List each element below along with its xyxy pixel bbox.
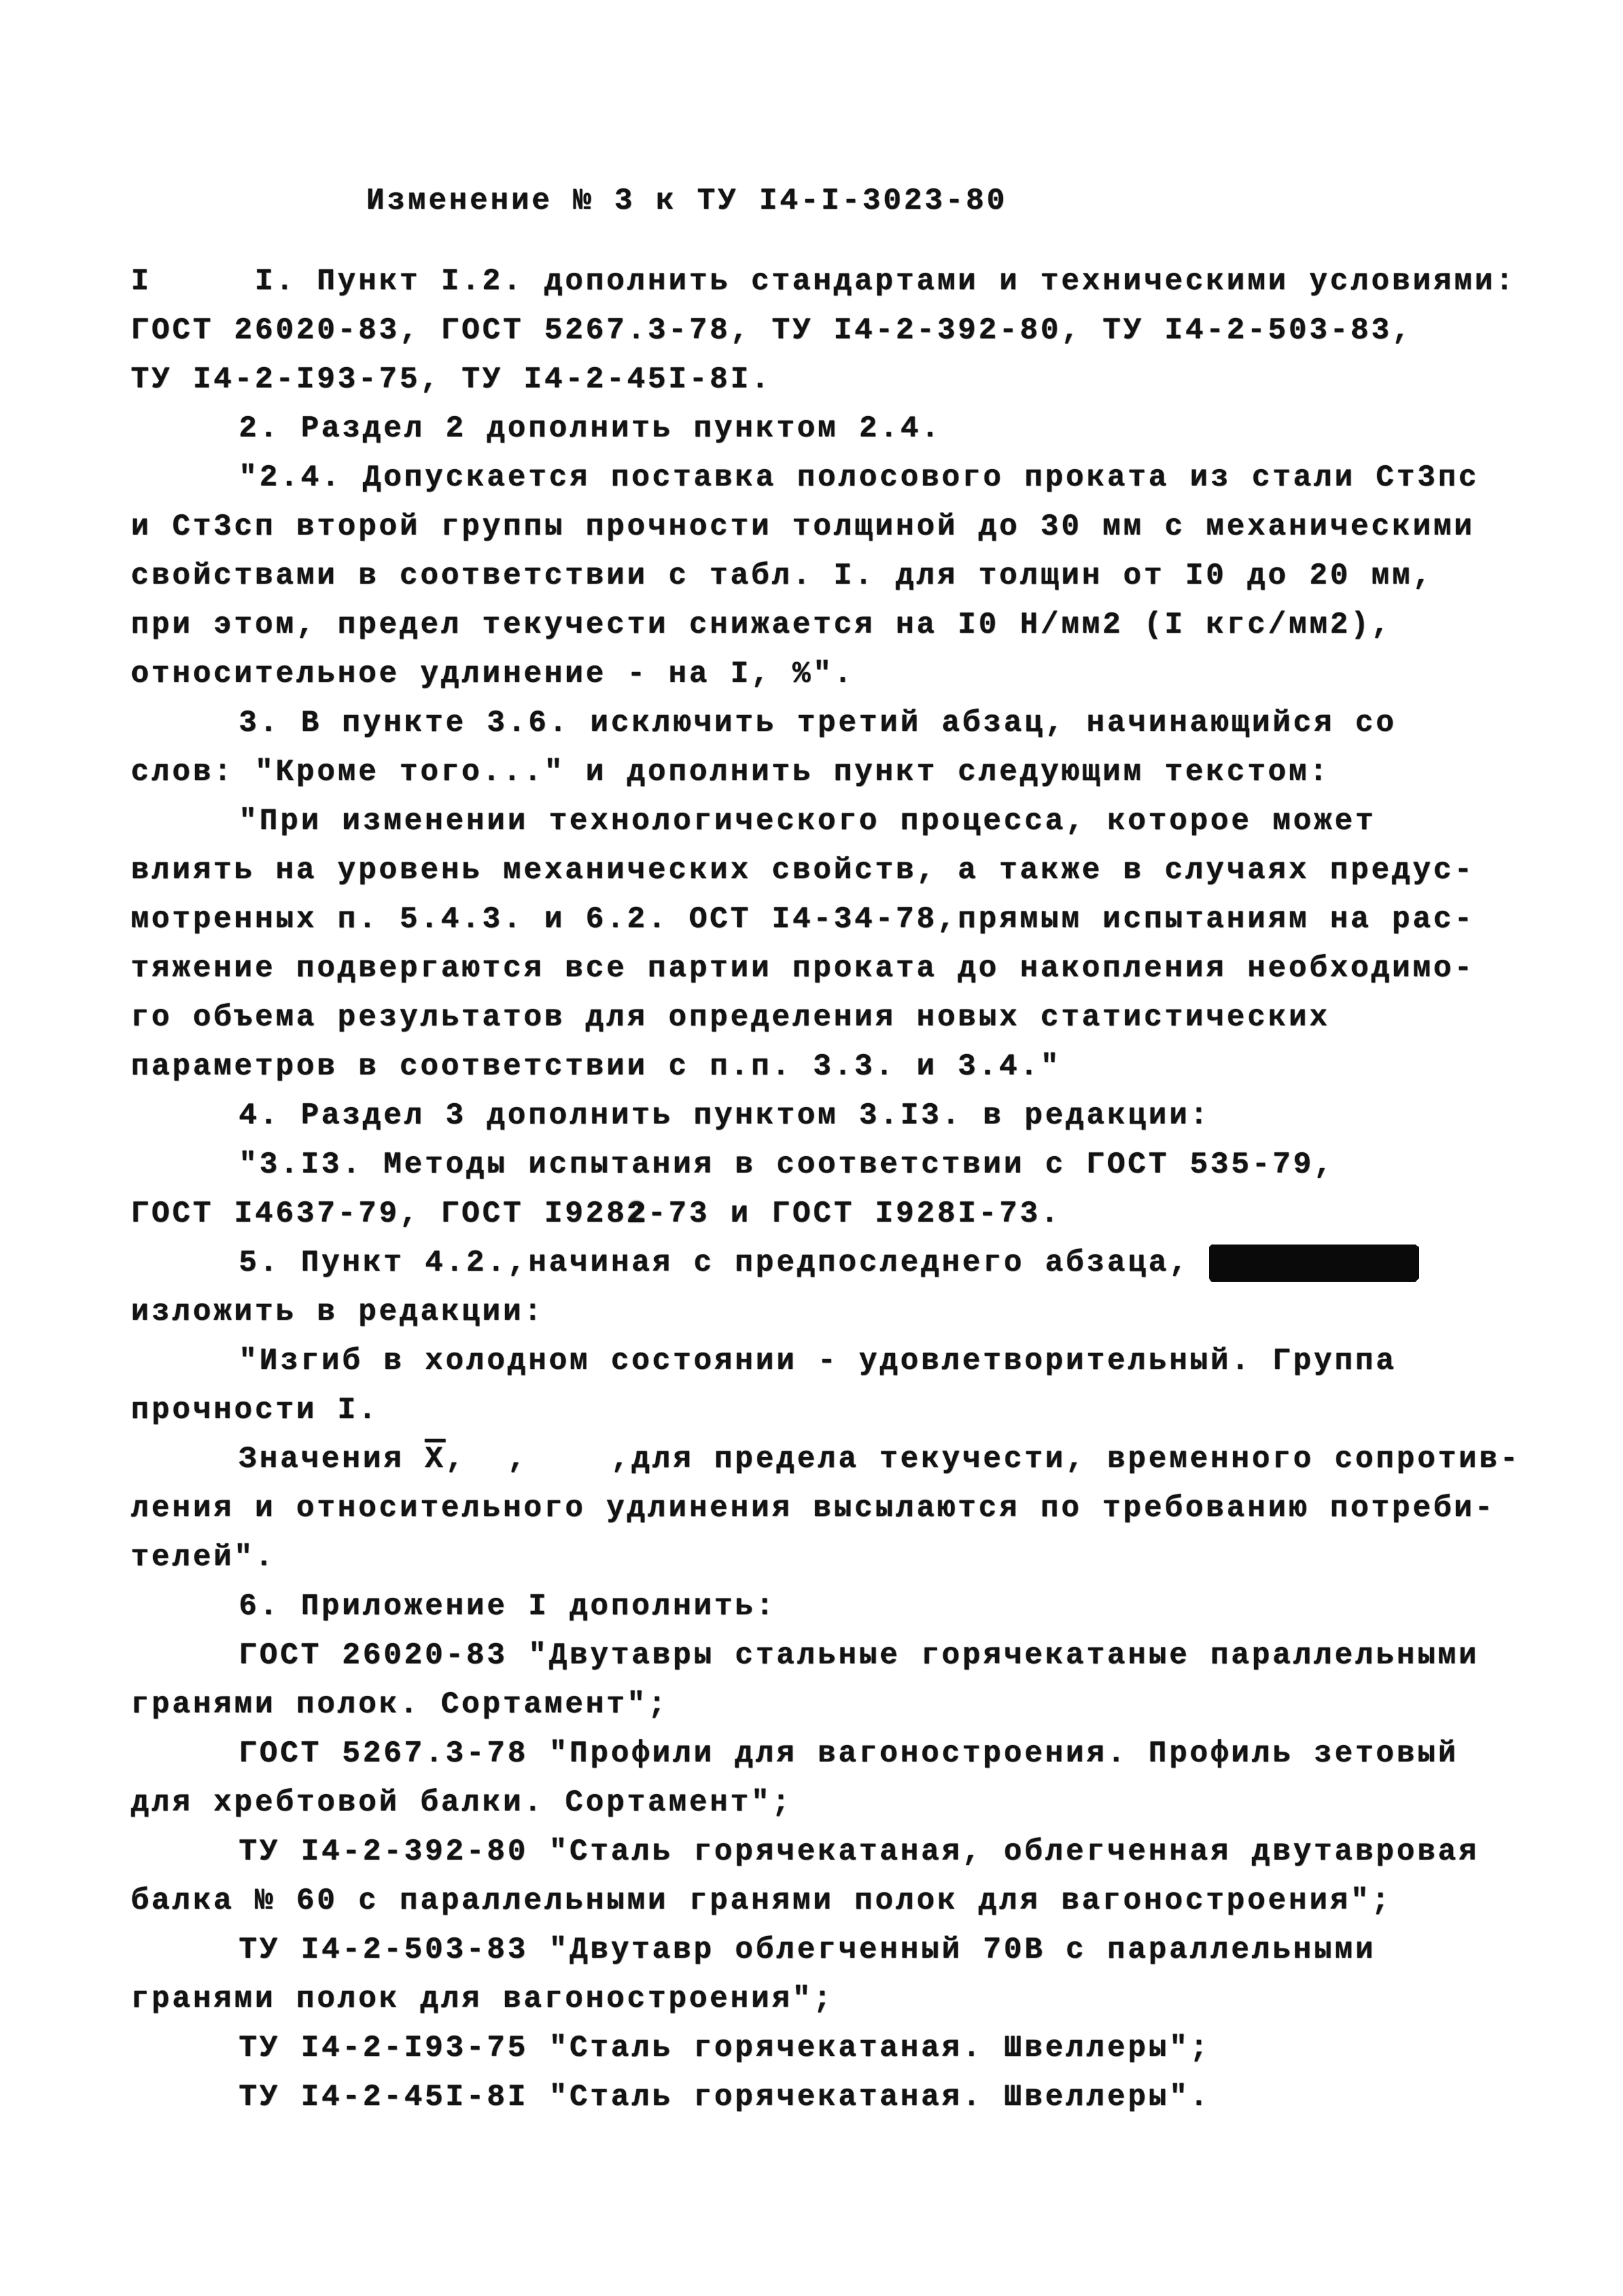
document-line: [131, 2073, 1531, 2122]
text-segment: влиять на уровень механических свойств, а также в случаях предус-: [131, 853, 1475, 887]
text-segment: го объема результатов для определения новых статистических: [131, 1000, 1331, 1034]
text-segment: ТУ I4-2-392-80 "Сталь горячекатаная, облегченная двутавровая: [239, 1835, 1480, 1869]
text-segment: свойствами в соответствии с табл. I. для толщин от I0 до 20 мм,: [131, 559, 1434, 593]
text-segment: , , ,для предела текучести, временного сопротив-: [445, 1442, 1521, 1476]
redacted-word: хххххххххх: [1210, 1246, 1418, 1280]
text-segment: -73 и ГОСТ I928I-73.: [648, 1197, 1062, 1231]
document-line: [131, 1778, 1531, 1828]
text-segment: Значения: [239, 1442, 425, 1476]
text-segment: при этом, предел текучести снижается на I0 Н/мм2 (I кгс/мм2),: [131, 608, 1392, 642]
text-segment: 4. Раздел 3 дополнить пунктом 3.I3. в редакции:: [239, 1099, 1211, 1133]
document-line: [131, 306, 1531, 355]
text-segment: ГОСТ 26020-83, ГОСТ 5267.3-78, ТУ I4-2-392-80, ТУ I4-2-503-83,: [131, 313, 1413, 347]
text-segment: ГОСТ 26020-83 "Двутавры стальные горячекатаные параллельными: [239, 1638, 1480, 1672]
text-segment: прочности I.: [131, 1393, 379, 1427]
text-segment: балка № 60 с параллельными гранями полок для вагоностроения";: [131, 1884, 1392, 1918]
document-line: [131, 1190, 1531, 1239]
text-segment: "При изменении технологического процесса, которое может: [239, 804, 1376, 838]
text-segment: ТУ I4-2-503-83 "Двутавр облегченный 70В с параллельными: [239, 1933, 1376, 1967]
text-segment: параметров в соответствии с п.п. 3.3. и 3.4.": [131, 1050, 1062, 1084]
document-line: [131, 1435, 1531, 1484]
document-line: [131, 1288, 1531, 1337]
document-line: [131, 650, 1531, 699]
document-line: [131, 1386, 1531, 1435]
text-segment: ГОСТ 5267.3-78 "Профили для вагоностроения. Профиль зетовый: [239, 1737, 1459, 1771]
document-line: [131, 355, 1531, 404]
document-line: [131, 601, 1531, 650]
text-segment: ТУ I4-2-45I-8I "Сталь горячекатаная. Швеллеры".: [239, 2080, 1211, 2114]
text-segment: ТУ I4-2-I93-75 "Сталь горячекатаная. Швеллеры";: [239, 2031, 1211, 2065]
text-segment: 3. В пункте 3.6. исключить третий абзац, начинающийся со: [239, 706, 1397, 740]
document-title: Изменение № 3 к ТУ I4-I-3023-80: [366, 184, 1007, 218]
document-line: [131, 1582, 1531, 1631]
document-body: [131, 257, 1531, 2122]
text-segment: слов: "Кроме того..." и дополнить пункт следующим текстом:: [131, 755, 1331, 789]
document-line: [131, 1828, 1531, 1877]
document-line: [131, 1140, 1531, 1190]
text-segment: 6. Приложение I дополнить:: [239, 1589, 777, 1623]
document-line: [131, 1484, 1531, 1533]
document-line: [131, 1631, 1531, 1680]
document-line: [131, 2024, 1531, 2073]
document-line: [131, 1729, 1531, 1778]
document-line: [131, 1680, 1531, 1729]
text-segment: "2.4. Допускается поставка полосового проката из стали Ст3пс: [239, 461, 1480, 495]
text-segment: телей".: [131, 1540, 276, 1574]
text-segment: изложить в редакции:: [131, 1295, 545, 1329]
text-segment: 2. Раздел 2 дополнить пунктом 2.4.: [239, 412, 942, 446]
document-line: [131, 1091, 1531, 1140]
text-segment: для хребтовой балки. Сортамент";: [131, 1786, 793, 1820]
document-line: [131, 944, 1531, 993]
text-segment: ТУ I4-2-I93-75, ТУ I4-2-45I-8I.: [131, 362, 772, 397]
document-line: [131, 1975, 1531, 2024]
document-line: [131, 797, 1531, 846]
document-line: [131, 699, 1531, 748]
document-line: [131, 895, 1531, 944]
document-line: [131, 404, 1531, 453]
text-segment: относительное удлинение - на I, %".: [131, 657, 855, 691]
document-line: [131, 503, 1531, 552]
x-bar-symbol: Х: [425, 1442, 446, 1476]
text-segment: ления и относительного удлинения высылаются по требованию потреби-: [131, 1491, 1495, 1525]
text-segment: "3.I3. Методы испытания в соответствии с ГОСТ 535-79,: [239, 1148, 1335, 1182]
text-segment: 5. Пункт 4.2.,начиная с предпоследнего абзаца,: [239, 1246, 1211, 1280]
text-segment: "Изгиб в холодном состоянии - удовлетворительный. Группа: [239, 1344, 1397, 1378]
document-line: [131, 748, 1531, 797]
document-line: [131, 1877, 1531, 1926]
text-segment: ГОСТ I4637-79, ГОСТ I928: [131, 1197, 627, 1231]
document-line: [131, 1926, 1531, 1975]
document-line: [131, 257, 1531, 306]
document-line: [131, 993, 1531, 1042]
text-segment: мотренных п. 5.4.3. и 6.2. ОСТ I4-34-78,прямым испытаниям на рас-: [131, 902, 1475, 936]
document-line: [131, 1239, 1531, 1288]
text-segment: гранями полок для вагоностроения";: [131, 1982, 834, 2016]
document-line: [131, 1042, 1531, 1091]
document-line: [131, 1337, 1531, 1386]
document-line: [131, 453, 1531, 503]
text-segment: 2: [627, 1197, 648, 1231]
document-line: [131, 846, 1531, 895]
document-line: [131, 552, 1531, 601]
text-segment: I I. Пункт I.2. дополнить стандартами и техническими условиями:: [131, 264, 1516, 298]
text-segment: тяжение подвергаются все партии проката до накопления необходимо-: [131, 951, 1475, 985]
document-line: [131, 1533, 1531, 1582]
text-segment: гранями полок. Сортамент";: [131, 1687, 669, 1722]
text-segment: и Ст3сп второй группы прочности толщиной до 30 мм с механическими: [131, 510, 1475, 544]
